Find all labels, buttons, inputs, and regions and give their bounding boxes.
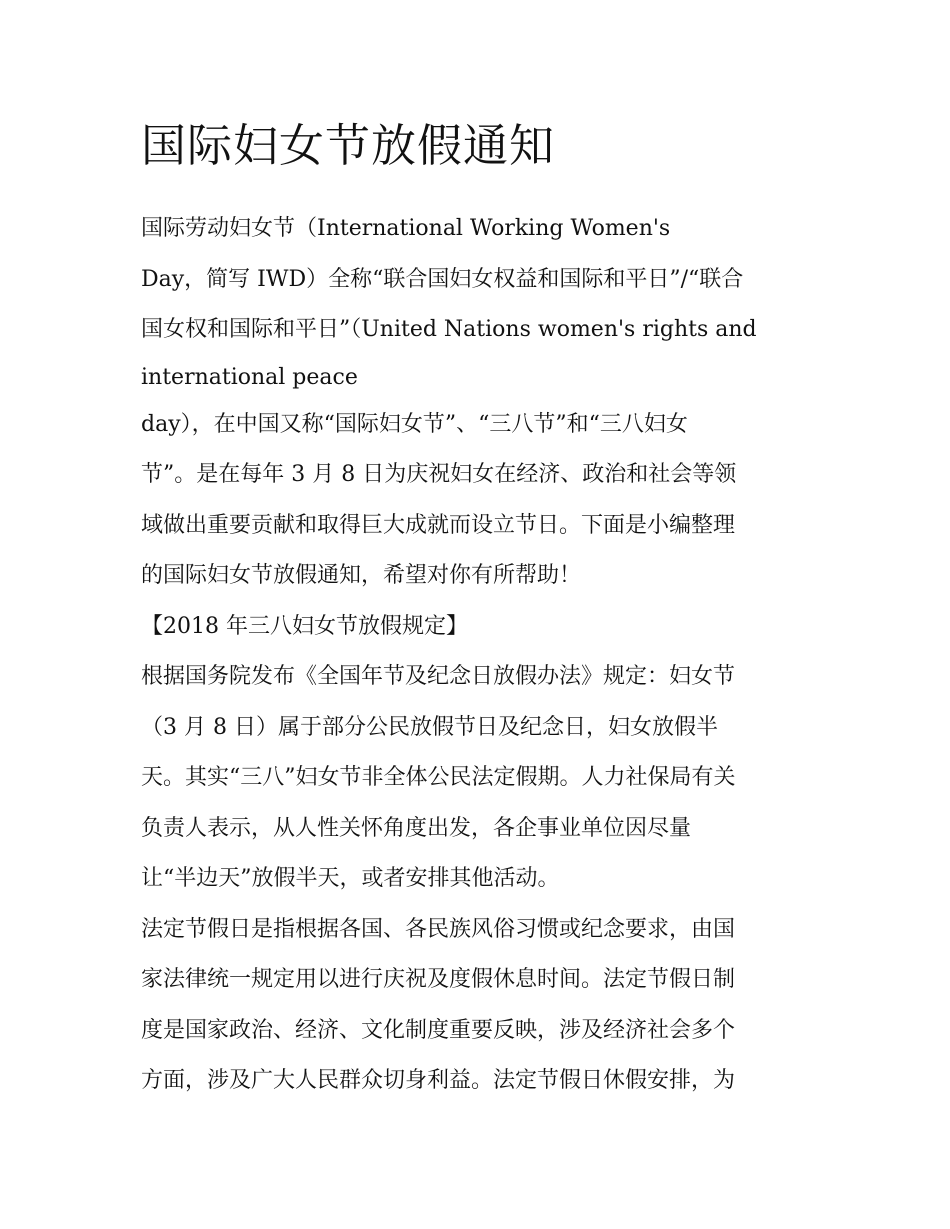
document-title: 国际妇女节放假通知 [141,119,556,172]
paragraph-line: 根据国务院发布《全国年节及纪念日放假办法》规定：妇女节 [141,664,736,689]
paragraph-line: 方面，涉及广大人民群众切身利益。法定节假日休假安排，为 [141,1068,736,1093]
paragraph-line: day），在中国又称“国际妇女节”、“三八节”和“三八妇女 [141,411,688,437]
paragraph-line: 负责人表示，从人性关怀角度出发，各企事业单位因尽量 [141,815,692,841]
paragraph-line: 让“半边天”放假半天，或者安排其他活动。 [141,866,560,891]
paragraph-line: 节”。是在每年 3 月 8 日为庆祝妇女在经济、政治和社会等领 [141,462,737,487]
paragraph-line: 域做出重要贡献和取得巨大成就而设立节日。下面是小编整理 [141,512,736,538]
paragraph-line: 的国际妇女节放假通知，希望对你有所帮助！ [141,563,582,588]
section-heading: 【2018 年三八妇女节放假规定】 [141,613,468,639]
paragraph-line: international peace [141,364,358,390]
paragraph-line: 度是国家政治、经济、文化制度重要反映，涉及经济社会多个 [141,1017,736,1043]
paragraph-line: 国女权和国际和平日”（United Nations women's rights and [141,317,757,342]
paragraph-line: 法定节假日是指根据各国、各民族风俗习惯或纪念要求，由国 [141,916,736,942]
paragraph-line: Day，简写 IWD）全称“联合国妇女权益和国际和平日”/“联合 [141,266,744,292]
document-body [141,116,821,1107]
paragraph-line: 天。其实“三八”妇女节非全体公民法定假期。人力社保局有关 [141,765,736,790]
paragraph-line: （3 月 8 日）属于部分公民放假节日及纪念日，妇女放假半 [141,714,718,740]
paragraph-line: 国际劳动妇女节（International Working Women's [141,216,671,241]
paragraph-line: 家法律统一规定用以进行庆祝及度假休息时间。法定节假日制 [141,967,736,992]
